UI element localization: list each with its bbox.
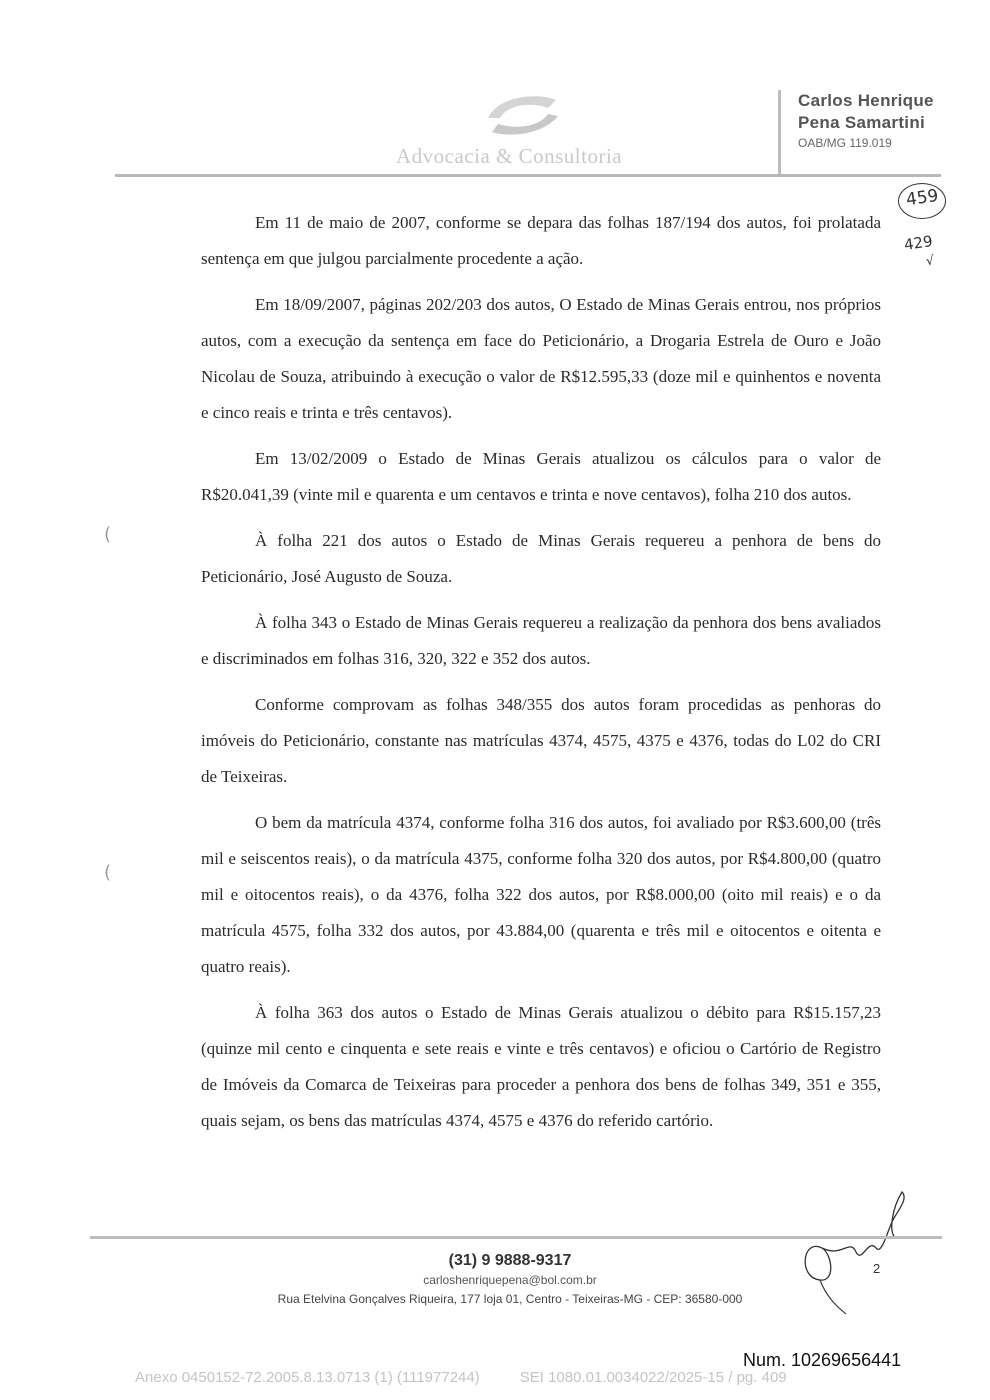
- logo-icon: [478, 88, 568, 144]
- lawyer-name-line2: Pena Samartini: [798, 113, 926, 132]
- sei-reference: SEI 1080.01.0034022/2025-15 / pg. 409: [519, 1369, 787, 1386]
- paragraph: À folha 343 o Estado de Minas Gerais requereu a realização da penhora dos bens avaliados e discriminados em folhas 316, 320, 322 e 352 dos autos.: [201, 613, 881, 668]
- paragraph: Em 11 de maio de 2007, conforme se depara das folhas 187/194 dos autos, foi prolatada sentença em que julgou parcialmente procedente a ação.: [201, 213, 881, 268]
- lawyer-name-block: [778, 90, 934, 175]
- oab-number: OAB/MG 119.019: [798, 136, 892, 150]
- annex-stamp: [135, 1369, 787, 1386]
- circled-page-number: 459: [904, 185, 940, 211]
- paragraph: O bem da matrícula 4374, conforme folha 316 dos autos, foi avaliado por R$3.600,00 (três mil e seiscentos reais), o da matrícula 4375, conforme folha 320 dos autos, por R$4.800,00 (quatro mil e oitocentos reais), o da 4376, folha 322 dos autos, por R$8.000,00 (oito mil reais) e o da matrícula 4575, folha 332 dos autos, por 43.884,00 (quarenta e três mil e oitocentos e oitenta e quatro reais).: [201, 813, 881, 976]
- paragraph: À folha 363 dos autos o Estado de Minas Gerais atualizou o débito para R$15.157,23 (quinze mil cento e cinquenta e sete reais e vinte e três centavos) e oficiou o Cartório de Registro de Imóveis da Comarca de Teixeiras para proceder a penhora dos bens de folhas 349, 351 e 355, quais sejam, os bens das matrículas 4374, 4575 e 4376 do referido cartório.: [201, 1003, 881, 1130]
- document-body: [201, 205, 881, 1149]
- paragraph: Conforme comprovam as folhas 348/355 dos autos foram procedidas as penhoras do imóveis do Peticionário, constante nas matrículas 4374, 4575, 4375 e 4376, todas do L02 do CRI de Teixeiras.: [201, 695, 881, 786]
- footer: [230, 1252, 790, 1306]
- punch-mark-icon: (: [104, 862, 112, 883]
- footer-email: carloshenriquepena@bol.com.br: [423, 1273, 597, 1287]
- header-divider: [115, 174, 941, 177]
- handwritten-signature: [792, 1178, 912, 1318]
- lawyer-name-line1: Carlos Henrique: [798, 91, 934, 110]
- logo-text: Advocacia & Consultoria: [396, 144, 623, 168]
- annex-reference: Anexo 0450152-72.2005.8.13.0713 (1) (111977244): [135, 1369, 480, 1386]
- folio-number: 429: [902, 232, 934, 254]
- footer-address: Rua Etelvina Gonçalves Riqueira, 177 loja 01, Centro - Teixeiras-MG - CEP: 36580-000: [277, 1292, 743, 1306]
- paragraph: À folha 221 dos autos o Estado de Minas Gerais requereu a penhora de bens do Peticionário, José Augusto de Souza.: [201, 531, 881, 586]
- footer-phone: (31) 9 9888-9317: [448, 1252, 572, 1269]
- letterhead: [0, 0, 990, 190]
- page-number: 2: [873, 1261, 881, 1276]
- document-id: Num. 10269656441: [743, 1350, 902, 1370]
- footer-divider: [90, 1236, 942, 1239]
- check-mark: √: [924, 253, 936, 270]
- punch-mark-icon: (: [104, 524, 112, 545]
- paragraph: Em 13/02/2009 o Estado de Minas Gerais atualizou os cálculos para o valor de R$20.041,39 (vinte mil e quarenta e um centavos e trinta e nove centavos), folha 210 dos autos.: [201, 449, 881, 504]
- paragraph: Em 18/09/2007, páginas 202/203 dos autos, O Estado de Minas Gerais entrou, nos próprios autos, com a execução da sentença em face do Peticionário, a Drogaria Estrela de Ouro e João Nicolau de Souza, atribuindo à execução o valor de R$12.595,33 (doze mil e quinhentos e noventa e cinco reais e trinta e três centavos).: [201, 295, 881, 422]
